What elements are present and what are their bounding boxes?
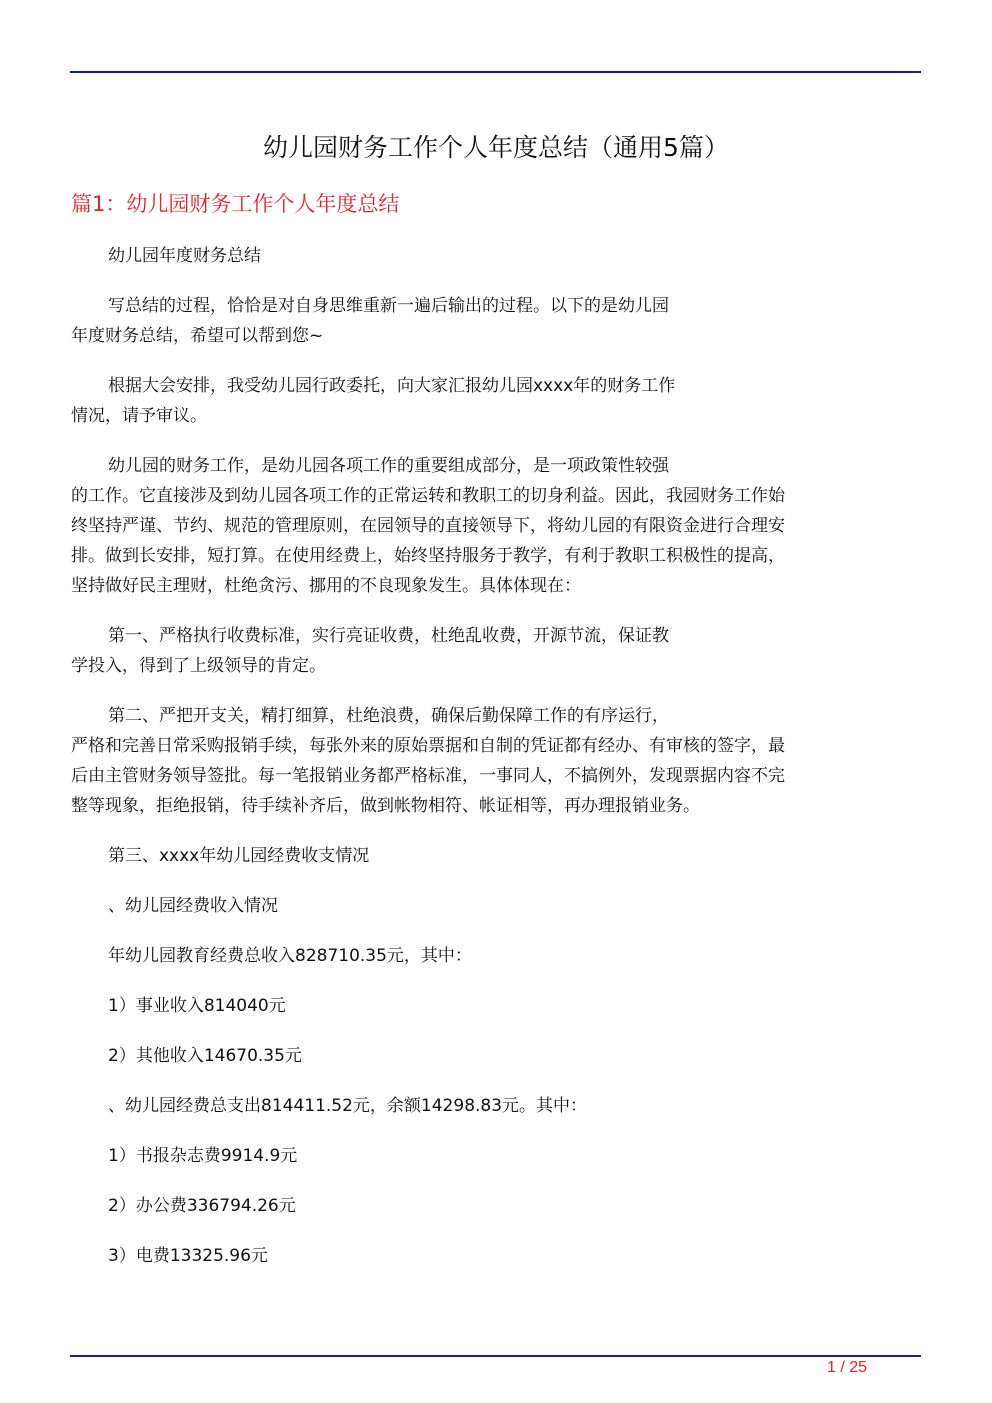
paragraph-line: 3）电费13325.96元 <box>108 1246 268 1266</box>
paragraph-line: 学投入，得到了上级领导的肯定。 <box>71 656 326 676</box>
paragraph-line: 整等现象，拒绝报销，待手续补齐后，做到帐物相符、帐证相等，再办理报销业务。 <box>71 796 700 816</box>
paragraph-line: 情况，请予审议。 <box>71 406 207 426</box>
paragraph-line: 1）书报杂志费9914.9元 <box>108 1146 298 1166</box>
paragraph-line: 年幼儿园教育经费总收入828710.35元，其中： <box>108 946 472 966</box>
paragraph-line: 1）事业收入814040元 <box>108 996 286 1016</box>
footer-rule <box>70 1355 921 1357</box>
paragraph <box>71 701 921 821</box>
paragraph <box>71 621 921 681</box>
paragraph <box>71 1241 921 1271</box>
paragraph-line: 2）其他收入14670.35元 <box>108 1046 302 1066</box>
document-title: 幼儿园财务工作个人年度总结（通用5篇） <box>263 133 729 162</box>
paragraph <box>71 451 921 601</box>
paragraph <box>71 1041 921 1071</box>
paragraph-line: 根据大会安排，我受幼儿园行政委托，向大家汇报幼儿园xxxx年的财务工作 <box>108 376 676 396</box>
paragraph <box>71 991 921 1021</box>
paragraph <box>71 371 921 431</box>
paragraph-line: 、幼儿园经费总支出814411.52元，余额14298.83元。其中： <box>108 1096 588 1116</box>
paragraph-line: 幼儿园的财务工作，是幼儿园各项工作的重要组成部分，是一项政策性较强 <box>108 456 669 476</box>
paragraph-line: 写总结的过程，恰恰是对自身思维重新一遍后输出的过程。以下的是幼儿园 <box>108 296 669 316</box>
page-number: 1 / 25 <box>827 1359 868 1376</box>
paragraph-line: 年度财务总结，希望可以帮到您~ <box>71 326 324 346</box>
paragraph-line: 排。做到长安排，短打算。在使用经费上，始终坚持服务于教学，有利于教职工积极性的提高， <box>71 546 785 566</box>
paragraph-line: 后由主管财务领导签批。每一笔报销业务都严格标准，一事同人，不搞例外，发现票据内容不完 <box>71 766 785 786</box>
paragraph-line: 幼儿园年度财务总结 <box>108 246 261 266</box>
paragraph <box>71 291 921 351</box>
paragraph-line: 的工作。它直接涉及到幼儿园各项工作的正常运转和教职工的切身利益。因此，我园财务工作始 <box>71 486 785 506</box>
paragraph <box>71 891 921 921</box>
paragraph <box>71 1141 921 1171</box>
paragraph-line: 第一、严格执行收费标准，实行亮证收费，杜绝乱收费，开源节流，保证教 <box>108 626 669 646</box>
paragraph <box>71 1191 921 1221</box>
paragraph-line: 终坚持严谨、节约、规范的管理原则，在园领导的直接领导下，将幼儿园的有限资金进行合理安 <box>71 516 785 536</box>
paragraph <box>71 241 921 271</box>
paragraph-line: 严格和完善日常采购报销手续，每张外来的原始票据和自制的凭证都有经办、有审核的签字，最 <box>71 736 785 756</box>
paragraph-line: 、幼儿园经费收入情况 <box>108 896 278 916</box>
section-heading: 篇1：幼儿园财务工作个人年度总结 <box>71 192 400 216</box>
paragraph-line: 第二、严把开支关，精打细算，杜绝浪费，确保后勤保障工作的有序运行， <box>108 706 669 726</box>
paragraph <box>71 941 921 971</box>
paragraph <box>71 1091 921 1121</box>
paragraph-line: 2）办公费336794.26元 <box>108 1196 296 1216</box>
paragraph-line: 坚持做好民主理财，杜绝贪污、挪用的不良现象发生。具体体现在： <box>71 576 581 596</box>
header-rule <box>70 71 921 73</box>
paragraph-line: 第三、xxxx年幼儿园经费收支情况 <box>108 846 370 866</box>
paragraph <box>71 841 921 871</box>
document-body <box>71 241 921 1291</box>
